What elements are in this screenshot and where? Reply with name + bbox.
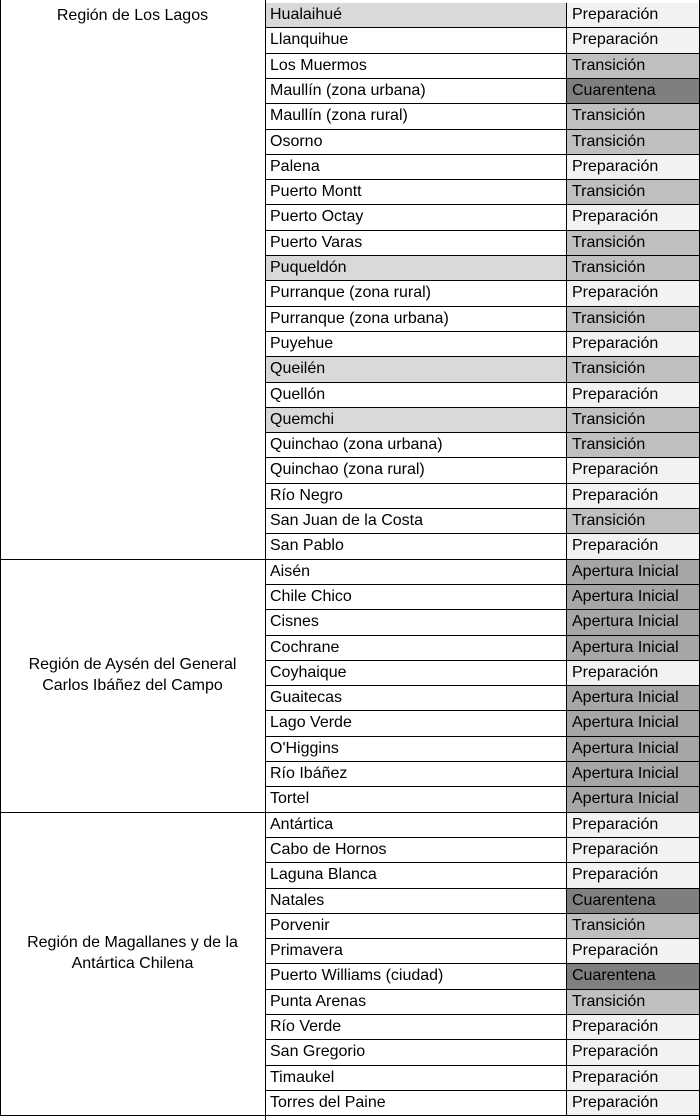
table-row — [266, 534, 700, 560]
commune-name: Río Negro — [266, 484, 567, 508]
phase-cell: Transición — [567, 104, 700, 129]
table-row — [266, 863, 700, 889]
table-row — [266, 256, 700, 281]
commune-name: Palena — [266, 155, 567, 179]
commune-name: Quinchao (zona rural) — [266, 458, 567, 483]
commune-name: Queilén — [266, 357, 567, 382]
table-row — [266, 1066, 700, 1091]
table-row — [266, 661, 700, 686]
commune-name: O'Higgins — [266, 737, 567, 761]
phase-cell: Transición — [567, 307, 700, 331]
phase-cell: Transición — [567, 130, 700, 154]
commune-name: Hualaihué — [266, 3, 567, 27]
commune-name: Punta Arenas — [266, 990, 567, 1014]
table-row — [266, 838, 700, 863]
table-row — [266, 787, 700, 813]
table-row — [266, 813, 700, 838]
table-row — [266, 130, 700, 155]
table-row — [266, 357, 700, 383]
phase-cell: Preparación — [567, 1040, 700, 1065]
commune-name: Puerto Octay — [266, 205, 567, 230]
table-row — [266, 332, 700, 357]
commune-name: San Juan de la Costa — [266, 509, 567, 533]
phase-cell: Apertura Inicial — [567, 787, 700, 812]
commune-name: Río Ibáñez — [266, 762, 567, 786]
table-row — [266, 914, 700, 939]
commune-name: Natales — [266, 889, 567, 913]
phase-cell: Transición — [567, 54, 700, 78]
phase-cell: Preparación — [567, 28, 700, 53]
table-row — [266, 939, 700, 964]
commune-name: Quemchi — [266, 408, 567, 432]
phase-cell: Transición — [567, 408, 700, 432]
region-cell — [0, 0, 265, 560]
phase-cell: Preparación — [567, 838, 700, 862]
phase-cell: Preparación — [567, 661, 700, 685]
table-row — [266, 889, 700, 914]
phase-cell: Cuarentena — [567, 79, 700, 103]
commune-name: Purranque (zona urbana) — [266, 307, 567, 331]
commune-name: Cochrane — [266, 636, 567, 660]
commune-name: Cabo de Hornos — [266, 838, 567, 862]
phase-cell: Preparación — [567, 155, 700, 179]
table-row — [266, 79, 700, 104]
commune-name: Puerto Montt — [266, 180, 567, 204]
table-row — [266, 1091, 700, 1116]
table-row — [266, 990, 700, 1015]
table-row — [266, 155, 700, 180]
column-divider — [265, 0, 266, 1120]
table-row — [266, 964, 700, 990]
table-row — [266, 711, 700, 737]
phase-cell: Preparación — [567, 281, 700, 306]
commune-name: Porvenir — [266, 914, 567, 938]
commune-name: Puyehue — [266, 332, 567, 356]
region-name: Región de Aysén del General Carlos Ibáñez del Campo — [28, 656, 237, 694]
table-row — [266, 104, 700, 130]
phase-cell: Apertura Inicial — [567, 585, 700, 609]
table-row — [266, 205, 700, 231]
phase-cell: Transición — [567, 256, 700, 280]
region-name: Región de Los Lagos — [56, 7, 209, 24]
table-row — [266, 408, 700, 433]
table-row — [266, 509, 700, 534]
phase-cell: Preparación — [567, 534, 700, 559]
table-row — [266, 762, 700, 787]
phase-cell: Preparación — [567, 1091, 700, 1115]
phase-cell: Transición — [567, 231, 700, 255]
phase-cell: Preparación — [567, 3, 700, 27]
commune-name: Puerto Williams (ciudad) — [266, 964, 567, 989]
commune-name: Río Verde — [266, 1015, 567, 1039]
phase-cell: Cuarentena — [567, 964, 700, 989]
phase-cell: Transición — [567, 914, 700, 938]
table-row — [266, 180, 700, 205]
phase-cell: Apertura Inicial — [567, 610, 700, 635]
phase-cell: Apertura Inicial — [567, 737, 700, 761]
commune-name: San Gregorio — [266, 1040, 567, 1065]
phase-cell: Transición — [567, 433, 700, 457]
commune-name: Puqueldón — [266, 256, 567, 280]
phase-cell: Cuarentena — [567, 889, 700, 913]
commune-name: Osorno — [266, 130, 567, 154]
commune-name: Quellón — [266, 383, 567, 407]
phase-cell: Apertura Inicial — [567, 711, 700, 736]
phase-cell: Preparación — [567, 383, 700, 407]
table-row — [266, 307, 700, 332]
commune-name: Torres del Paine — [266, 1091, 567, 1115]
commune-name: Maullín (zona rural) — [266, 104, 567, 129]
commune-name: Laguna Blanca — [266, 863, 567, 888]
commune-name: Llanquihue — [266, 28, 567, 53]
table-row — [266, 585, 700, 610]
phase-cell: Preparación — [567, 332, 700, 356]
phase-cell: Preparación — [567, 1066, 700, 1090]
table-row — [266, 610, 700, 636]
phase-cell: Preparación — [567, 205, 700, 230]
commune-name: Los Muermos — [266, 54, 567, 78]
commune-name: Cisnes — [266, 610, 567, 635]
phase-cell: Preparación — [567, 939, 700, 963]
table-row — [266, 281, 700, 307]
table-row — [266, 636, 700, 661]
commune-name: Primavera — [266, 939, 567, 963]
phase-cell: Apertura Inicial — [567, 560, 700, 584]
table-row — [266, 1015, 700, 1040]
commune-name: Antártica — [266, 813, 567, 837]
phase-cell: Preparación — [567, 863, 700, 888]
phase-cell: Transición — [567, 180, 700, 204]
commune-name: Lago Verde — [266, 711, 567, 736]
commune-name: Guaitecas — [266, 686, 567, 710]
commune-name: Maullín (zona urbana) — [266, 79, 567, 103]
phase-cell: Preparación — [567, 458, 700, 483]
region-name: Región de Magallanes y de la Antártica Chilena — [27, 934, 238, 972]
phase-cell: Transición — [567, 509, 700, 533]
phase-cell: Apertura Inicial — [567, 686, 700, 710]
phase-cell: Preparación — [567, 813, 700, 837]
table-row — [266, 1040, 700, 1066]
table-row — [266, 484, 700, 509]
commune-name: Aisén — [266, 560, 567, 584]
commune-name: Timaukel — [266, 1066, 567, 1090]
commune-name: Coyhaique — [266, 661, 567, 685]
table-row — [266, 737, 700, 762]
commune-name: San Pablo — [266, 534, 567, 559]
phase-cell: Preparación — [567, 484, 700, 508]
table-row — [266, 433, 700, 458]
commune-name: Tortel — [266, 787, 567, 812]
phase-cell: Transición — [567, 357, 700, 382]
commune-name: Quinchao (zona urbana) — [266, 433, 567, 457]
commune-name: Purranque (zona rural) — [266, 281, 567, 306]
commune-name: Puerto Varas — [266, 231, 567, 255]
phase-cell: Transición — [567, 990, 700, 1014]
table-row — [266, 686, 700, 711]
table-row — [266, 458, 700, 484]
table-row — [266, 54, 700, 79]
table-row — [266, 231, 700, 256]
table-row — [266, 383, 700, 408]
phase-cell: Apertura Inicial — [567, 762, 700, 786]
commune-name: Chile Chico — [266, 585, 567, 609]
phase-cell: Apertura Inicial — [567, 636, 700, 660]
table-row — [266, 560, 700, 585]
table-row — [266, 3, 700, 28]
phase-cell: Preparación — [567, 1015, 700, 1039]
table-row — [266, 28, 700, 54]
